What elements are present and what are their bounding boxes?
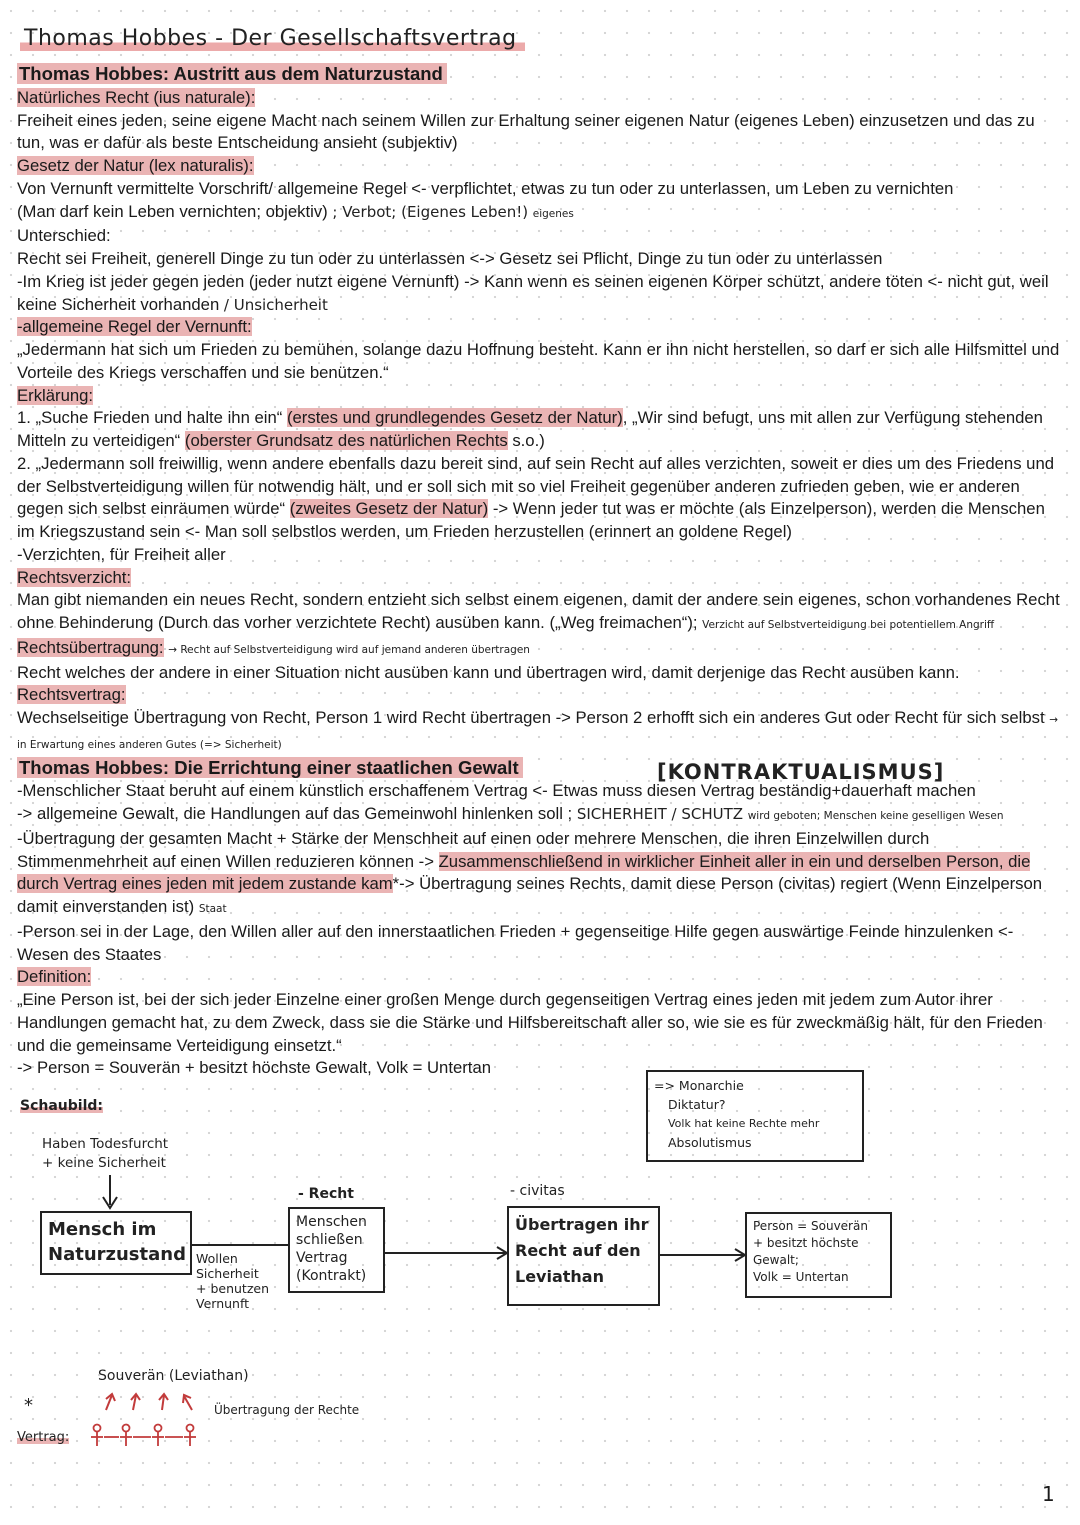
text-unterschied-2: -Im Krieg ist jeder gegen jeden (jeder nutzt eigene Vernunft) -> Kann wenn es seinen eigenen Körper schützt, andere töten <- nicht gut, weil keine Sicherheit vorhanden	[17, 271, 1049, 314]
text-staat-3	[17, 828, 1062, 921]
fear-line-2: + keine Sicherheit	[42, 1155, 166, 1171]
text-unterschied-2-line	[17, 271, 1062, 317]
label-allgemeine-regel: -allgemeine Regel der Vernunft:	[17, 317, 252, 337]
wollen-line-4: Vernunft	[196, 1296, 250, 1311]
top-box-line-1: => Monarchie	[654, 1078, 744, 1093]
text-rechtsuebertragung: Recht welches der andere in einer Situation nicht ausüben kann und übertragen wird, damit derjenige das Recht ausüben kann.	[17, 662, 960, 682]
box-souveraen-line-3: Gewalt;	[753, 1253, 799, 1267]
text-rechtsverzicht: Man gibt niemanden ein neues Recht, sondern entzieht sich selbst einem eigenen, damit der andere sein eigenes, schon vorhandenes Recht ohne Behinderung (Durch das vorher verzichtete Recht) ausüben kann. („Weg freimachen“);	[17, 590, 1060, 632]
box-vertrag-line-2: schließen	[296, 1232, 363, 1248]
fear-text	[42, 1135, 168, 1173]
handwritten-note-erwartung: → in Erwartung eines anderen Gutes (=> Sicherheit)	[17, 714, 1059, 751]
wollen-line-3: + benutzen	[196, 1281, 269, 1296]
box-leviathan-line-1: Übertragen ihr	[515, 1215, 649, 1234]
vertrag-label: Vertrag:	[17, 1430, 70, 1445]
box-vertrag-line-1: Menschen	[296, 1214, 367, 1230]
erklaerung-point-1	[17, 407, 1062, 453]
box-souveraen	[745, 1212, 892, 1298]
handwritten-note-eigenes: eigenes	[532, 207, 574, 220]
text-lex-naturalis-2-line	[17, 201, 1062, 226]
section-heading-staatliche-gewalt: Thomas Hobbes: Die Errichtung einer staatlichen Gewalt	[17, 757, 523, 778]
wollen-line-1: Wollen	[196, 1251, 238, 1266]
box-naturzustand-line-1: Mensch im	[48, 1219, 157, 1240]
fear-line-1: Haben Todesfurcht	[42, 1136, 169, 1152]
top-box-line-4: Absolutismus	[668, 1135, 752, 1150]
page-title: Thomas Hobbes - Der Gesellschaftsvertrag	[20, 26, 525, 53]
schaubild-label: Schaubild:	[20, 1098, 104, 1114]
text-rechtsvertrag-line	[17, 707, 1062, 757]
rechtsuebertragung-line	[17, 637, 1062, 662]
recht-label: - Recht	[298, 1186, 354, 1202]
text-staat-2: -> allgemeine Gewalt, die Handlungen auf das Gemeinwohl hinlenken soll ;	[17, 804, 573, 823]
box-souveraen-line-1: Person = Souverän	[753, 1219, 868, 1233]
handwritten-note-verzicht: Verzicht auf Selbstverteidigung bei potentiellem Angriff	[702, 619, 995, 631]
civitas-label: - civitas	[510, 1183, 565, 1199]
schaubild-diagram	[0, 1065, 1080, 1525]
erklaerung-2-highlight: (zweites Gesetz der Natur)	[289, 499, 489, 519]
text-rechtsvertrag: Wechselseitige Übertragung von Recht, Person 1 wird Recht übertragen -> Person 2 erhofft sich ein anderes Gut oder Recht für sich selbst	[17, 708, 1045, 727]
label-definition: Definition:	[17, 967, 92, 987]
souveraen-label: Souverän (Leviathan)	[98, 1368, 249, 1384]
page-number: 1	[1042, 1482, 1055, 1506]
text-lex-naturalis-1: Von Vernunft vermittelte Vorschrift/ allgemeine Regel <- verpflichtet, etwas zu tun oder zu unterlassen, um Leben zu vernichten	[17, 178, 954, 198]
quote-allgemeine-regel: „Jedermann hat sich um Frieden zu bemühen, solange dazu Hoffnung besteht. Kann er ihn nicht herstellen, so darf er sich alle Hilfsmittel und Vorteile des Kriegs verschaffen und sie benützen.“	[17, 340, 1060, 382]
top-box-line-3: Volk hat keine Rechte mehr	[668, 1117, 820, 1130]
label-erklaerung: Erklärung:	[17, 385, 94, 405]
erklaerung-1-highlight-1: (erstes und grundlegendes Gesetz der Natur)	[286, 408, 623, 428]
box-vertrag-line-4: (Kontrakt)	[296, 1268, 367, 1284]
text-staat-1: -Menschlicher Staat beruht auf einem künstlich erschaffenem Vertrag <- Etwas muss diesen Vertrag beständig+dauerhaft machen	[17, 781, 976, 801]
text-verzichten: -Verzichten, für Freiheit aller	[17, 544, 226, 564]
text-person-souveraen: -> Person = Souverän + besitzt höchste Gewalt, Volk = Untertan	[17, 1058, 492, 1078]
footnote-star: *	[392, 874, 400, 894]
handwritten-note-unsicherheit: / Unsicherheit	[223, 295, 328, 314]
label-rechtsvertrag: Rechtsvertrag:	[17, 685, 126, 705]
erklaerung-2-text-b: -> Wenn jeder tut was er möchte (als Einzelperson), werden die Menschen im Kriegszustand sein <- Man soll selbstlos werden, um Frieden herzustellen (erinnert an goldene Regel)	[17, 499, 1045, 541]
footnote-star-diagram: *	[24, 1395, 33, 1416]
erklaerung-1-text-b: , „Wir sind befugt, uns mit allen zur Verfügung stehenden Mitteln zu verteidigen“	[17, 408, 1043, 450]
top-box-monarchie	[646, 1070, 864, 1162]
text-staat-3-b: -> Übertragung seines Rechts, damit diese Person (civitas) regiert (Wenn Einzelperson damit einverstanden ist)	[17, 874, 1043, 916]
notes-content	[17, 63, 1062, 1080]
vertrag-figures	[91, 1425, 196, 1447]
label-unterschied: Unterschied:	[17, 226, 111, 246]
box-souveraen-line-2: + besitzt höchste	[753, 1236, 859, 1250]
souveraen-arrows	[106, 1394, 192, 1410]
box-leviathan	[507, 1206, 660, 1306]
erklaerung-2-text-a: 2. „Jedermann soll freiwillig, wenn andere ebenfalls dazu bereit sind, auf sein Recht auf alles verzichten, soweit er dies um des Friedens und der Selbstverteidigung willen für notwendig hält, und er soll sich mit so viel Freiheit gegenüber anderen zufrieden geben, wie er anderen gegen sich selbst einräumen würde“	[17, 453, 1055, 519]
quote-definition: „Eine Person ist, bei der sich jeder Einzelne einer großen Menge durch gegenseitigen Vertrag eines jeden mit jedem zum Autor ihrer Handlungen gemacht hat, zu dem Zweck, dass sie die Stärke und Hilfsbereitschaft aller so, wie sie es für zweckmäßig hält, für den Frieden und die gemeinsame Verteidigung einsetzt.“	[17, 990, 1043, 1055]
wollen-text	[196, 1251, 269, 1311]
box-leviathan-line-2: Recht auf den	[515, 1241, 641, 1260]
label-lex-naturalis: Gesetz der Natur (lex naturalis):	[17, 156, 254, 175]
uebertragung-label: Übertragung der Rechte	[214, 1403, 360, 1417]
kontraktualismus-label: [KONTRAKTUALISMUS]	[657, 760, 945, 784]
text-staat-3-a: -Übertragung der gesamten Macht + Stärke der Menschheit auf einen oder mehrere Menschen, die ihren Einzelwillen durch Stimmenmehrheit auf einen Willen reduzieren können ->	[17, 828, 930, 871]
box-souveraen-line-4: Volk = Untertan	[753, 1270, 849, 1284]
label-rechtsverzicht: Rechtsverzicht:	[17, 567, 132, 587]
handwritten-note-sicherheit: SICHERHEIT / SCHUTZ	[576, 805, 744, 823]
text-staat-2-line	[17, 803, 1062, 828]
box-naturzustand	[40, 1211, 192, 1275]
text-staat-3-highlight: Zusammenschließend in wirklicher Einheit aller in ein und derselben Person, die durch Vertrag eines jeden mit jedem zustande kam	[17, 851, 1031, 894]
label-rechtsuebertragung: Rechtsübertragung:	[17, 637, 164, 657]
erklaerung-1-text-c: s.o.)	[507, 431, 545, 450]
box-vertrag	[288, 1207, 385, 1293]
wollen-line-2: Sicherheit	[196, 1266, 259, 1281]
erklaerung-1-text-a: 1. „Suche Frieden und halte ihn ein“	[17, 408, 283, 428]
handwritten-note-staat: Staat	[198, 903, 227, 915]
handwritten-note-gesellig: wird geboten; Menschen keine geselligen Wesen	[747, 810, 1004, 822]
text-unterschied-1: Recht sei Freiheit, generell Dinge zu tun oder zu unterlassen <-> Gesetz sei Pflicht, Dinge zu tun oder zu unterlassen	[17, 249, 883, 268]
text-lex-naturalis-2: (Man darf kein Leben vernichten; objektiv)	[17, 201, 328, 221]
erklaerung-1-highlight-2: (oberster Grundsatz des natürlichen Rechts	[184, 431, 508, 450]
section-heading-naturzustand: Thomas Hobbes: Austritt aus dem Naturzustand	[17, 63, 447, 84]
handwritten-note-verbot: ; Verbot; (Eigenes Leben!)	[332, 202, 529, 221]
text-staat-4: -Person sei in der Lage, den Willen aller auf den innerstaatlichen Frieden + gegenseitige Hilfe gegen auswärtige Feinde hinzulenken <- Wesen des Staates	[17, 921, 1014, 964]
box-leviathan-line-3: Leviathan	[515, 1267, 604, 1286]
box-vertrag-line-3: Vertrag	[296, 1250, 348, 1266]
handwritten-note-uebertragung: → Recht auf Selbstverteidigung wird auf jemand anderen übertragen	[168, 643, 530, 656]
text-rechtsverzicht-line	[17, 589, 1062, 637]
top-box-line-2: Diktatur?	[668, 1097, 726, 1112]
erklaerung-point-2	[17, 453, 1062, 544]
label-ius-naturale: Natürliches Recht (ius naturale):	[17, 87, 256, 107]
box-naturzustand-line-2: Naturzustand	[48, 1244, 186, 1265]
text-ius-naturale: Freiheit eines jeden, seine eigene Macht nach seinem Willen zur Erhaltung seiner eigenen Natur (eigenes Leben) einzusetzen und das zu tun, was er dafür als beste Entscheidung ansieht (subjektiv)	[17, 110, 1035, 153]
